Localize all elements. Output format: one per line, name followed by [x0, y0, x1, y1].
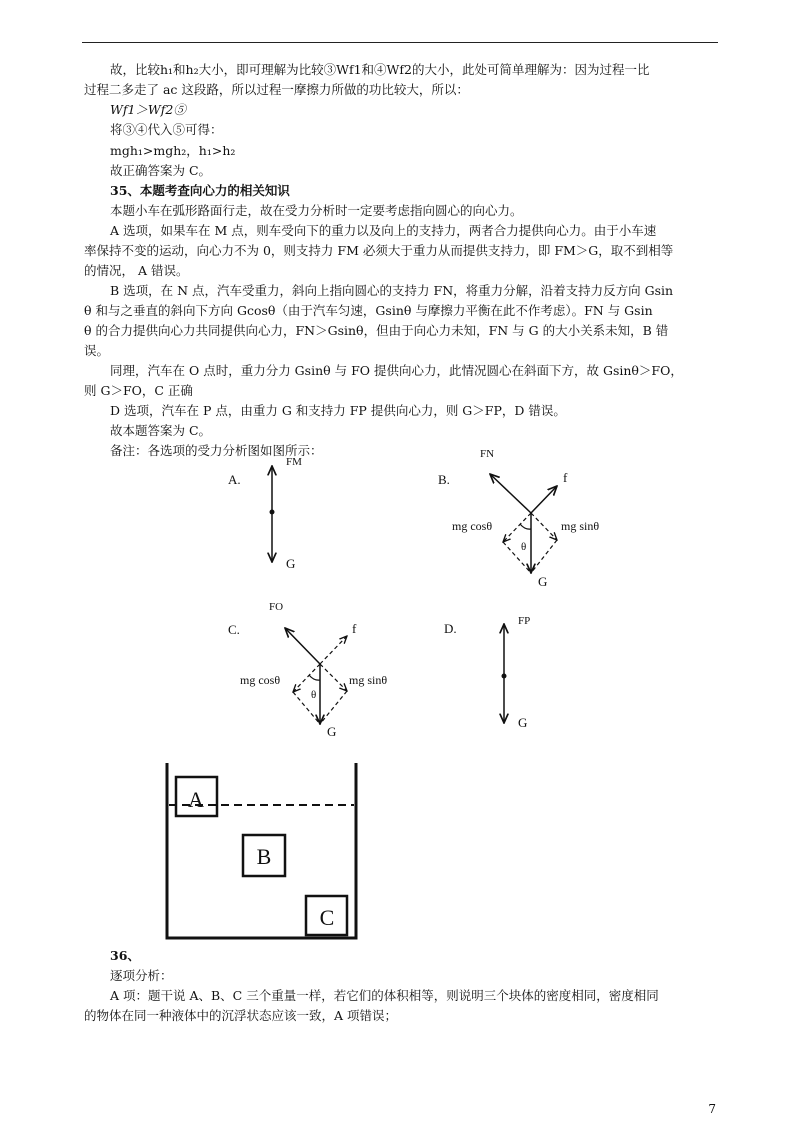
- force-label: mg cosθ: [452, 519, 493, 533]
- force-label: G: [286, 556, 296, 571]
- text-line: mgh₁>mgh₂，h₁>h₂: [110, 143, 236, 158]
- force-label: FN: [480, 448, 495, 460]
- component-cos: [293, 664, 320, 692]
- text-line: 将③④代入⑤可得：: [110, 122, 223, 137]
- angle-label: θ: [521, 541, 527, 553]
- text-line: 同理，汽车在 O 点时，重力分力 Gsinθ 与 FO 提供向心力，此情况圆心在斜面下方，故 Gsinθ＞FO，: [110, 363, 683, 378]
- force-label: mg sinθ: [349, 673, 388, 687]
- text-line: D 选项，汽车在 P 点，由重力 G 和支持力 FP 提供向心力，则 G＞FP，D 错误。: [110, 403, 566, 418]
- text-line: 故本题答案为 C。: [110, 423, 212, 438]
- text-line: Wf1＞Wf2⑤: [110, 102, 186, 117]
- component-sin: [531, 513, 557, 540]
- diagram-a: [228, 456, 302, 571]
- container-diagram: [167, 763, 356, 938]
- text-line: 过程二多走了 ac 这段路，所以过程一摩擦力所做的功比较大，所以：: [84, 82, 469, 97]
- force-arrow-f: [531, 486, 557, 513]
- force-label: mg cosθ: [240, 673, 281, 687]
- force-label: f: [352, 621, 357, 636]
- text-line: 本题小车在弧形路面行走，故在受力分析时一定要考虑指向圆心的向心力。: [110, 203, 523, 218]
- text-line: A 选项，如果车在 M 点，则车受向下的重力以及向上的支持力，两者合力提供向心力。由于小车速: [110, 223, 657, 238]
- force-label: FO: [269, 601, 284, 613]
- block-c-label: C: [319, 905, 335, 930]
- text-line: A 项：题干说 A、B、C 三个重量一样，若它们的体积相等，则说明三个块体的密度相同，密度相同: [110, 988, 659, 1003]
- page-number: 7: [708, 1102, 716, 1116]
- text-line: 误。: [84, 343, 110, 358]
- angle-arc: [520, 524, 531, 529]
- force-label: G: [538, 574, 548, 589]
- force-arrow-fn: [490, 474, 531, 513]
- block-b-label: B: [256, 844, 272, 869]
- force-label: G: [518, 715, 528, 730]
- diagram-label: C.: [228, 622, 240, 637]
- point: [502, 674, 507, 679]
- force-label: mg sinθ: [561, 519, 600, 533]
- diagram-label: D.: [444, 621, 457, 636]
- text-line: 故正确答案为 C。: [110, 163, 212, 178]
- text-line: 逐项分析：: [110, 968, 173, 983]
- diagram-b: [438, 448, 599, 589]
- text-line: B 选项，在 N 点，汽车受重力，斜向上指向圆心的支持力 FN，将重力分解，沿着支持力反方向 Gsin: [110, 283, 674, 298]
- text-line: 则 G＞FO，C 正确: [84, 383, 193, 398]
- question-heading: 35、本题考查向心力的相关知识: [110, 183, 290, 198]
- component-cos: [503, 513, 531, 542]
- text-line: 的情况， A 错误。: [84, 263, 189, 278]
- force-arrow-f: [320, 636, 347, 664]
- point: [270, 510, 275, 515]
- force-label: G: [327, 724, 337, 739]
- diagram-c: [228, 601, 387, 739]
- diagram-d: [444, 615, 530, 730]
- component-sin: [320, 664, 347, 691]
- block-a-label: A: [188, 787, 204, 812]
- angle-arc: [309, 675, 320, 680]
- force-label: f: [563, 470, 568, 485]
- text-line: θ 的合力提供向心力共同提供向心力，FN＞Gsinθ，但由于向心力未知，FN 与 G 的大小关系未知，B 错: [84, 323, 669, 338]
- force-label: FP: [518, 615, 531, 627]
- text-line: 率保持不变的运动，向心力不为 0，则支持力 FM 必须大于重力从而提供支持力，即 FM＞G，取不到相等: [84, 243, 674, 258]
- force-label: FM: [286, 456, 302, 468]
- text-line: 的物体在同一种液体中的沉浮状态应该一致，A 项错误；: [84, 1008, 398, 1023]
- diagram-label: B.: [438, 472, 450, 487]
- text-line: 备注：各选项的受力分析图如图所示：: [110, 443, 323, 458]
- question-number: 36、: [110, 948, 140, 963]
- force-arrow-fo: [285, 628, 320, 664]
- diagram-label: A.: [228, 472, 241, 487]
- text-line: 故，比较h₁和h₂大小，即可理解为比较③Wf1和④Wf2的大小，此处可简单理解为：因为过程一比: [110, 62, 650, 77]
- text-line: θ 和与之垂直的斜向下方向 Gcosθ（由于汽车匀速，Gsinθ 与摩擦力平衡在此不作考虑）。FN 与 Gsin: [84, 303, 653, 318]
- angle-label: θ: [311, 689, 317, 701]
